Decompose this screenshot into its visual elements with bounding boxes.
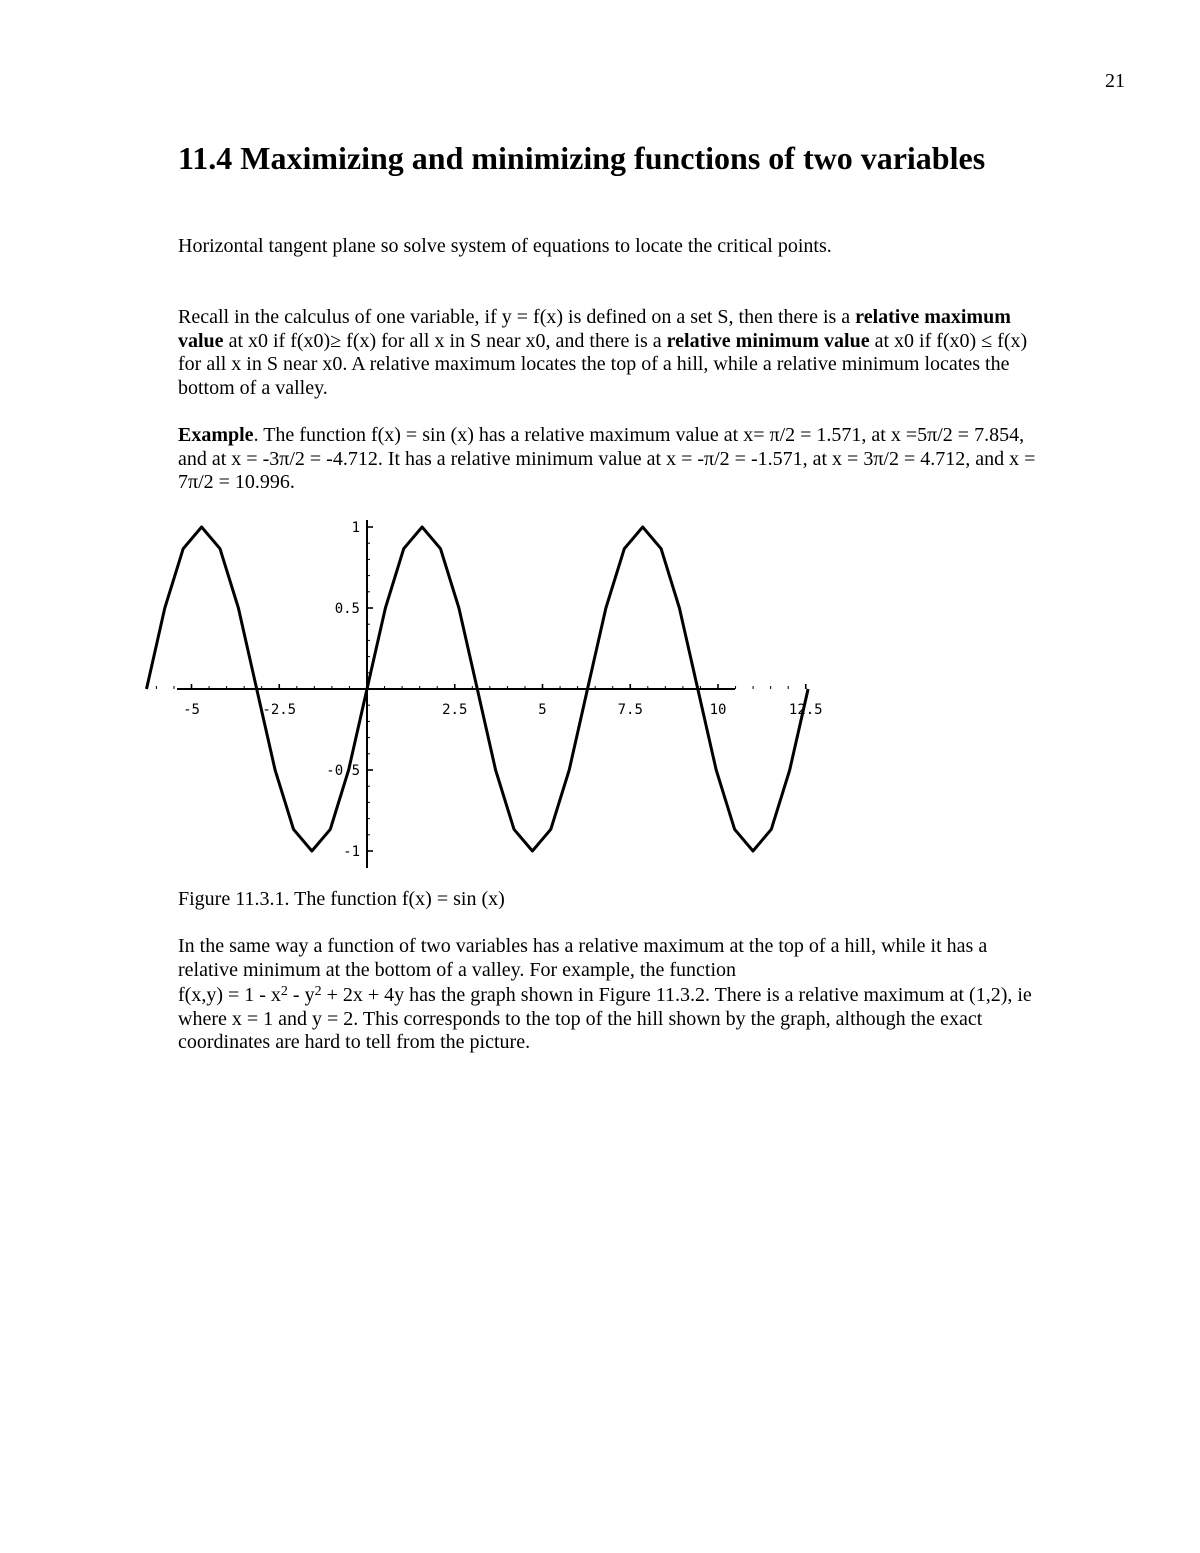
formula-part-c: + 2x + 4y — [321, 984, 405, 1006]
x-tick-label: 2.5 — [442, 702, 468, 718]
x-tick-label: -5 — [183, 702, 200, 718]
x-tick-label: 7.5 — [617, 702, 643, 718]
recall-text-3: at x0 if f(x0) ≤ f(x) for all x in S near x0. A relative maximum locates the top of a hill, while a relative minimum locates the bottom of a valley. — [178, 329, 1028, 399]
y-tick-label: -1 — [343, 844, 360, 860]
formula-exponent-1: 2 — [280, 984, 288, 999]
x-tick-label: 5 — [538, 702, 547, 718]
page-number: 21 — [1105, 70, 1125, 92]
formula-exponent-2: 2 — [314, 984, 322, 999]
formula-part-a: f(x,y) = 1 - x — [178, 984, 281, 1006]
two-var-formula-line — [178, 984, 1038, 1055]
x-tick-label: -2.5 — [262, 702, 297, 718]
recall-paragraph — [178, 306, 1038, 400]
x-tick-label: 10 — [709, 702, 727, 718]
example-paragraph — [178, 424, 1038, 495]
sine-plot — [175, 515, 823, 870]
y-tick-label: -0.5 — [326, 763, 360, 779]
example-label: Example — [178, 424, 254, 446]
recall-text-1: Recall in the calculus of one variable, if y = f(x) is defined on a set S, then there is a — [178, 306, 856, 328]
y-tick-label: 1 — [351, 520, 360, 536]
intro-paragraph: Horizontal tangent plane so solve system of equations to locate the critical points. — [178, 235, 832, 257]
formula-part-b: - y — [287, 984, 315, 1006]
figure-caption: Figure 11.3.1. The function f(x) = sin (x) — [178, 888, 505, 910]
relative-minimum-term: relative minimum value — [666, 329, 870, 352]
y-tick-label: 0.5 — [334, 601, 360, 617]
example-text: . The function f(x) = sin (x) has a relative maximum value at x= π/2 = 1.571, at x =5π/2 = 7.854, and at x = -3π/2 = -4.712. It has a relative minimum value at x = -π/2 = -1.571, at x = 3π/2 = 4.712, and x = 7π/2 = 10.996. — [178, 424, 1036, 493]
relative-maximum-term: relative maximum value — [178, 306, 1011, 352]
x-tick-label: 12.5 — [788, 702, 823, 718]
recall-text-2: at x0 if f(x0)≥ f(x) for all x in S near x0, and there is a — [223, 329, 667, 352]
two-variable-paragraph — [178, 935, 1038, 1055]
section-title: 11.4 Maximizing and minimizing functions of two variables — [178, 140, 986, 176]
two-var-text-2: has the graph shown in Figure 11.3.2. There is a relative maximum at (1,2), ie where x = 1 and y = 2. This corresponds to the top of the hill shown by the graph, although the exact coordinates are hard to tell from the picture. — [178, 984, 1032, 1053]
two-var-text-1: In the same way a function of two variables has a relative maximum at the top of a hill, while it has a relative minimum at the bottom of a valley. For example, the function — [178, 935, 988, 981]
